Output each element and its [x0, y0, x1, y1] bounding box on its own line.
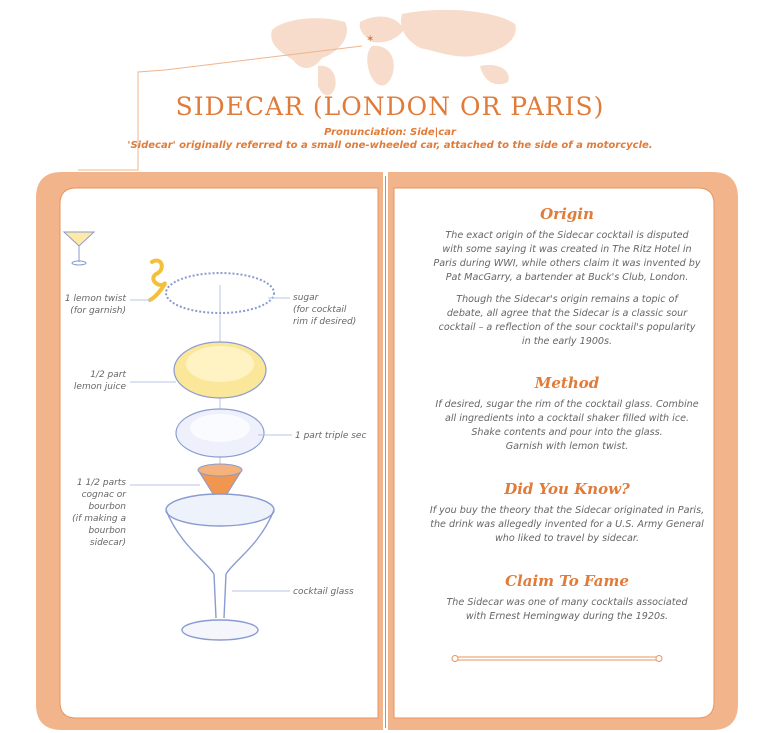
label-line: 1 1/2 parts: [76, 478, 126, 488]
section-heading: Method: [534, 374, 600, 392]
text-line: Paris during WWI, while others claim it was invented by: [433, 258, 701, 269]
text-line: cocktail – a reflection of the sour cocktail's popularity: [438, 322, 696, 333]
label-sugar: [293, 292, 373, 328]
text-line: Shake contents and pour into the glass.: [471, 427, 663, 438]
text-line: If desired, sugar the rim of the cocktail glass. Combine: [435, 399, 699, 410]
label-line: sidecar): [89, 538, 126, 548]
pronunciation: Pronunciation: Side|car: [324, 127, 456, 138]
method-text: [402, 398, 732, 454]
text-line: Pat MacGarry, a bartender at Buck's Club, London.: [445, 272, 689, 283]
text-line: Garnish with lemon twist.: [505, 441, 629, 452]
label-line: sugar: [293, 293, 319, 303]
text-line: all ingredients into a cocktail shaker filled with ice.: [444, 413, 690, 424]
text-line: Though the Sidecar's origin remains a topic of: [456, 294, 678, 305]
text-line: The exact origin of the Sidecar cocktail is disputed: [445, 230, 689, 241]
label-line: bourbon: [88, 526, 126, 536]
label-line: (for garnish): [70, 306, 126, 316]
label-cognac: [62, 477, 126, 549]
origin-paragraph-1: [402, 229, 732, 285]
claim-to-fame-text: [402, 596, 732, 624]
section-origin: [402, 205, 732, 349]
text-line: The Sidecar was one of many cocktails associated: [446, 597, 688, 608]
page-title: SIDECAR (LONDON OR PARIS): [175, 92, 605, 121]
section-method: [402, 374, 732, 454]
section-heading: Did You Know?: [504, 480, 630, 498]
text-line: in the early 1900s.: [521, 336, 613, 347]
section-heading: Origin: [540, 205, 594, 223]
text-line: debate, all agree that the Sidecar is a classic sour: [446, 308, 688, 319]
section-claim-to-fame: [402, 572, 732, 624]
did-you-know-text: [402, 504, 732, 546]
tagline: 'Sidecar' originally referred to a small one-wheeled car, attached to the side of a motorcycle.: [127, 140, 653, 151]
label-line: bourbon: [88, 502, 126, 512]
text-line: with some saying it was created in The Ritz Hotel in: [442, 244, 692, 255]
label-line: lemon juice: [73, 382, 126, 392]
label-cocktail-glass: cocktail glass: [293, 587, 354, 597]
label-line: rim if desired): [293, 317, 357, 327]
label-lemon-juice: [62, 369, 126, 393]
section-heading: Claim To Fame: [505, 572, 629, 590]
section-did-you-know: [402, 480, 732, 546]
text-line: with Ernest Hemingway during the 1920s.: [465, 611, 669, 622]
label-line: 1 lemon twist: [64, 294, 126, 304]
origin-paragraph-2: [402, 293, 732, 349]
label-line: (if making a: [72, 514, 126, 524]
label-line: (for cocktail: [293, 305, 347, 315]
label-line: cognac or: [81, 490, 126, 500]
text-line: who liked to travel by sidecar.: [494, 533, 640, 544]
label-line: 1/2 part: [90, 370, 126, 380]
label-lemon-twist: [62, 293, 126, 317]
map-marker: ✶: [366, 34, 375, 45]
text-line: the drink was allegedly invented for a U.S. Army General: [430, 519, 704, 530]
text-line: If you buy the theory that the Sidecar originated in Paris,: [429, 505, 705, 516]
label-triple-sec: 1 part triple sec: [295, 431, 367, 441]
